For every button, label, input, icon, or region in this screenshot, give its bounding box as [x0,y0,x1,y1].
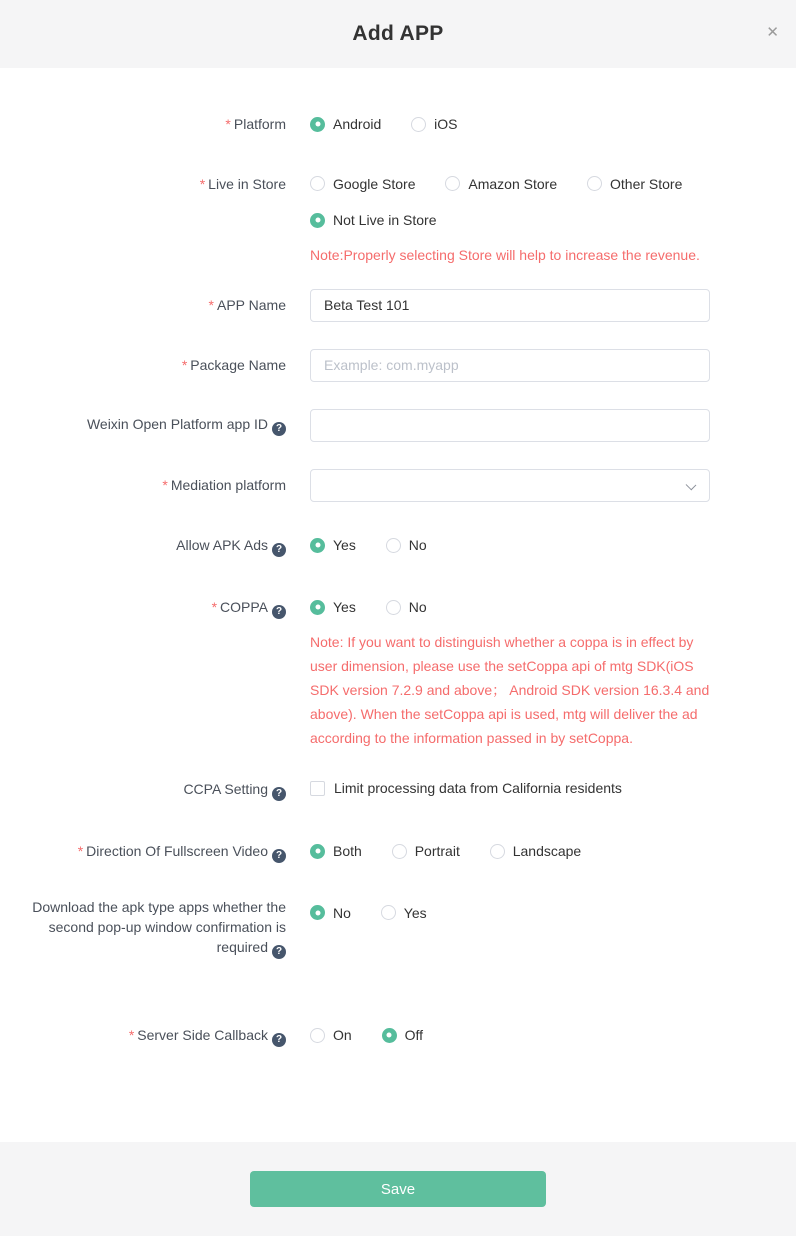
form-row-direction [0,841,796,863]
radio-amazon-store[interactable] [445,174,557,194]
radio-platform-ios[interactable] [411,114,457,134]
required-asterisk: * [162,477,168,493]
required-asterisk: * [128,1026,135,1043]
required-asterisk: * [181,357,188,373]
radio-selected-icon [310,600,325,615]
radio-label: iOS [434,116,458,132]
radio-unselected-icon [490,844,505,859]
radio-unselected-icon [386,538,401,553]
direction-label: * Direction Of Fullscreen Video ? [0,841,310,863]
help-icon[interactable]: ? [272,945,286,959]
form-row-package-name [0,349,796,382]
apk-confirm-label: Download the apk type apps whether the second pop-up window confirmation is required ? [32,898,286,957]
radio-label: Google Store [333,175,416,192]
modal-footer [0,1142,796,1236]
form-row-ccpa [0,779,796,801]
radio-apk-ads-no[interactable] [386,535,427,555]
chevron-down-icon [686,479,697,490]
modal-header [0,0,796,68]
radio-apk-ads-yes[interactable] [310,535,356,555]
help-icon[interactable]: ? [272,543,286,557]
radio-direction-landscape[interactable] [490,841,582,861]
form-row-not-live-in-store [0,210,796,231]
radio-label: Amazon Store [468,175,558,192]
radio-label: Landscape [512,843,582,860]
radio-selected-icon [310,844,325,859]
radio-label: Not Live in Store [333,212,437,228]
radio-label: No [408,599,427,616]
radio-label: Yes [403,904,427,921]
app-name-input[interactable] [310,289,710,322]
radio-coppa-yes[interactable] [310,597,356,617]
required-asterisk: * [77,842,84,859]
radio-callback-on[interactable] [310,1025,352,1045]
help-icon[interactable]: ? [272,605,286,619]
radio-apk-confirm-yes[interactable] [381,903,427,923]
radio-unselected-icon [392,844,407,859]
radio-selected-icon [310,117,325,132]
radio-label: No [333,904,351,921]
page-title: Add APP [352,22,444,45]
ccpa-label: CCPA Setting ? [0,779,310,801]
help-icon[interactable]: ? [272,787,286,801]
package-name-input[interactable] [310,349,710,382]
radio-selected-icon [310,905,325,920]
radio-label: On [333,1027,352,1044]
package-name-label: * Package Name [181,357,286,373]
radio-other-store[interactable] [587,174,682,194]
weixin-app-id-label: Weixin Open Platform app ID ? [0,414,310,436]
radio-label: Portrait [414,843,460,860]
radio-unselected-icon [587,176,602,191]
radio-direction-both[interactable] [310,841,362,861]
allow-apk-ads-label: Allow APK Ads ? [0,535,310,557]
radio-not-live-in-store[interactable] [310,210,437,230]
form [0,68,796,1142]
form-row-coppa [0,597,796,619]
required-asterisk: * [199,175,206,192]
radio-callback-off[interactable] [382,1025,423,1045]
radio-coppa-no[interactable] [386,597,427,617]
radio-label: Android [333,116,382,132]
radio-selected-icon [310,538,325,553]
help-icon[interactable]: ? [272,1033,286,1047]
form-row-coppa-note [0,630,796,750]
radio-unselected-icon [381,905,396,920]
platform-label: * Platform [225,116,286,133]
save-button[interactable]: Save [250,1171,546,1207]
live-in-store-label: * Live in Store [199,175,286,192]
required-asterisk: * [211,598,218,615]
form-row-store-note [0,243,796,267]
server-callback-label: * Server Side Callback ? [0,1025,310,1047]
checkbox-label: Limit processing data from California residents [334,780,622,797]
radio-label: Yes [333,537,356,554]
weixin-app-id-input[interactable] [310,409,710,442]
form-row-allow-apk-ads [0,535,796,557]
radio-unselected-icon [445,176,460,191]
radio-label: Off [404,1027,423,1044]
radio-google-store[interactable] [310,174,416,194]
required-asterisk: * [208,297,214,313]
required-asterisk: * [225,116,231,133]
radio-label: No [408,537,427,554]
store-note: Note:Properly selecting Store will help to increase the revenue. [310,246,700,263]
radio-label: Both [333,843,362,860]
app-name-label: * APP Name [208,297,286,313]
coppa-note: Note: If you want to distinguish whether a coppa is in effect by user dimension, please use the setCoppa api of mtg SDK(iOS SDK version 7.2.9 and above； Android SDK version 16.3.4 and above). When the setCoppa api is used, mtg will deliver the ad according to the information passed in by setCoppa. [310,633,710,746]
radio-unselected-icon [411,117,426,132]
ccpa-checkbox[interactable] [310,780,622,796]
form-row-platform [0,114,796,135]
checkbox-icon [310,781,325,796]
radio-unselected-icon [310,176,325,191]
form-row-app-name [0,289,796,322]
help-icon[interactable]: ? [272,422,286,436]
form-row-live-in-store [0,174,796,195]
radio-selected-icon [382,1028,397,1043]
coppa-label: * COPPA ? [0,597,310,619]
radio-direction-portrait[interactable] [392,841,460,861]
radio-platform-android[interactable] [310,114,381,134]
radio-unselected-icon [310,1028,325,1043]
form-row-apk-confirm [0,897,796,959]
form-row-server-callback [0,1025,796,1047]
mediation-platform-label: * Mediation platform [162,477,286,493]
mediation-platform-select[interactable] [310,469,710,502]
radio-unselected-icon [386,600,401,615]
help-icon[interactable]: ? [272,849,286,863]
radio-label: Other Store [610,175,683,192]
radio-apk-confirm-no[interactable] [310,903,351,923]
radio-selected-icon [310,213,325,228]
form-row-mediation-platform [0,469,796,502]
close-icon[interactable]: ✕ [766,24,779,41]
form-row-weixin-app-id [0,409,796,442]
radio-label: Yes [333,599,356,616]
